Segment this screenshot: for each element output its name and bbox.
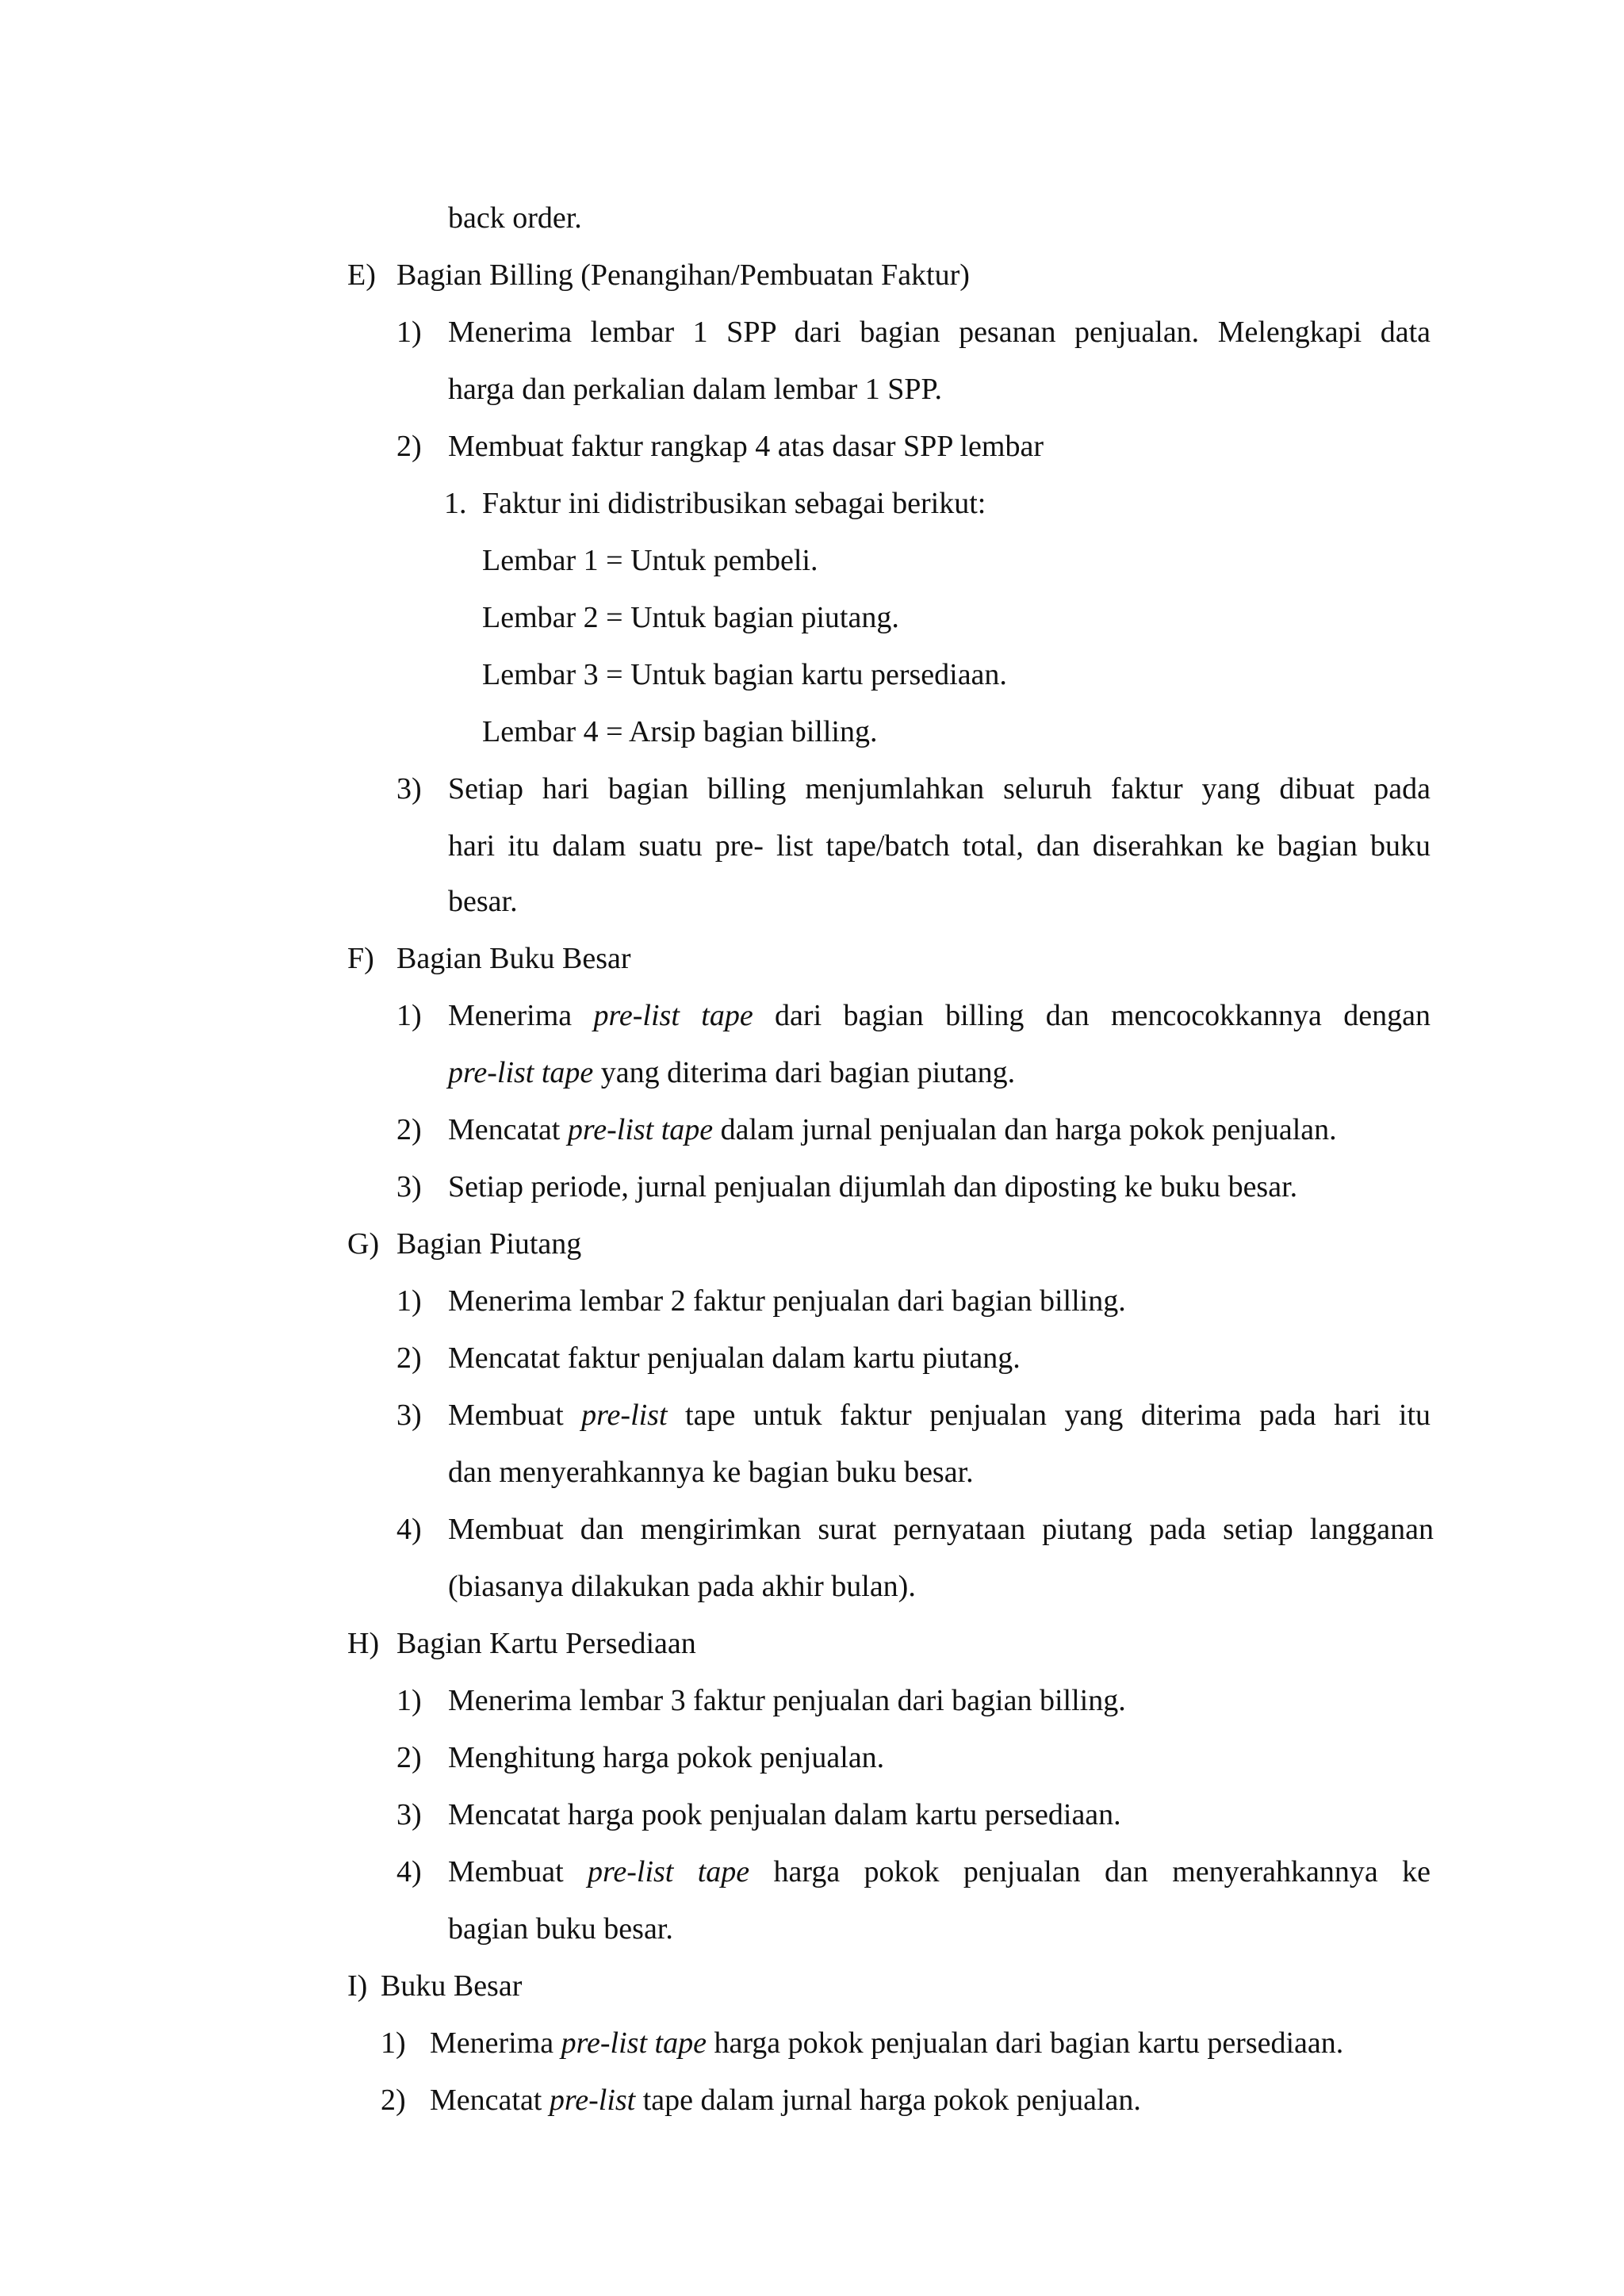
list-item [396,1857,1431,1888]
text-run: Membuat [448,1399,582,1432]
item-text [448,1115,1337,1145]
text-run: Menerima [448,999,594,1032]
line-text [448,374,942,404]
item-text [448,1001,1431,1031]
section-marker: F) [347,942,374,975]
text-run: harga dan perkalian dalam lembar 1 SPP. [448,373,942,406]
section-title [396,260,970,290]
text-run: harga pokok penjualan dan menyerahkannya ke [749,1855,1431,1888]
text-run: yang diterima dari bagian piutang. [593,1056,1016,1089]
italic-term: pre-list tape [448,1056,594,1089]
text-run: Mencatat harga pook penjualan dalam kartu persediaan. [448,1798,1121,1831]
text-run: Menerima lembar 3 faktur penjualan dari bagian billing. [448,1684,1126,1717]
item-text [448,1286,1126,1316]
item-text [448,1172,1297,1202]
text-run: Membuat [448,1855,588,1888]
text-run: Bagian Billing (Penangihan/Pembuatan Faktur) [396,258,970,292]
item-text [430,2085,1141,2115]
text-run: besar. [448,885,518,918]
item-marker: 1) [396,999,422,1032]
line-text [448,203,582,233]
text-run: Menerima lembar 2 faktur penjualan dari bagian billing. [448,1284,1126,1318]
item-text [448,317,1431,347]
text-run: Lembar 4 = Arsip bagian billing. [482,715,878,748]
line-text [448,1457,974,1487]
section-title [396,1628,696,1659]
line-text [448,886,518,916]
item-text [448,1857,1431,1887]
item-marker: 2) [396,1741,422,1774]
item-marker: 1) [381,2026,406,2060]
italic-term: pre-list tape [588,1855,750,1888]
italic-term: pre-list tape [561,2026,707,2060]
text-run: hari itu dalam suatu pre- list tape/batch total, dan diserahkan ke bagian buku [448,829,1431,863]
line-text [448,1571,916,1601]
text-run: Menerima lembar 1 SPP dari bagian pesanan penjualan. Melengkapi data [448,316,1431,349]
item-marker: 2) [396,1113,422,1146]
list-item [396,1514,1434,1546]
text-run: Mencatat faktur penjualan dalam kartu piutang. [448,1341,1021,1375]
line-text [448,1914,673,1944]
section-title [381,1971,522,2001]
item-marker: 1) [396,1284,422,1318]
item-marker: 2) [381,2084,406,2117]
text-run: Bagian Kartu Persediaan [396,1627,696,1660]
item-text [448,1514,1434,1544]
text-run: Setiap hari bagian billing menjumlahkan seluruh faktur yang dibuat pada [448,772,1431,806]
item-marker: 2) [396,430,422,463]
item-text [430,2028,1343,2058]
text-run: tape dalam jurnal harga pokok penjualan. [635,2084,1141,2117]
text-run: dan menyerahkannya ke bagian buku besar. [448,1456,974,1489]
item-marker: 1) [396,316,422,349]
item-text [448,431,1044,461]
line-text [482,660,1007,690]
item-text [448,1686,1126,1716]
text-run: dalam jurnal penjualan dan harga pokok penjualan. [713,1113,1337,1146]
line-text [448,1058,1015,1088]
line-text [482,545,818,576]
line-text [482,717,877,747]
item-marker: 2) [396,1341,422,1375]
item-marker: 3) [396,1798,422,1831]
text-run: (biasanya dilakukan pada akhir bulan). [448,1570,916,1603]
item-marker: 1. [444,487,467,520]
section-marker: E) [347,258,376,292]
section-marker: H) [347,1627,380,1660]
section-title [396,1229,581,1259]
italic-term: pre-list [581,1399,668,1432]
section-marker: G) [347,1227,380,1261]
text-run: Bagian Piutang [396,1227,582,1261]
text-run: Setiap periode, jurnal penjualan dijumlah dan diposting ke buku besar. [448,1170,1298,1203]
text-run: Menerima [430,2026,561,2060]
text-run: Membuat faktur rangkap 4 atas dasar SPP lembar [448,430,1044,463]
list-item [396,1400,1431,1432]
text-run: Menghitung harga pokok penjualan. [448,1741,885,1774]
italic-term: pre-list [549,2084,636,2117]
item-text [448,1400,1431,1430]
text-run: Lembar 2 = Untuk bagian piutang. [482,601,899,634]
item-marker: 3) [396,1399,422,1432]
item-marker: 3) [396,772,422,806]
item-marker: 4) [396,1855,422,1888]
item-text [448,1743,884,1773]
text-run: tape untuk faktur penjualan yang diterima pada hari itu [667,1399,1431,1432]
text-run: harga pokok penjualan dari bagian kartu persediaan. [706,2026,1344,2060]
item-text [448,774,1431,804]
text-line [448,831,1431,863]
text-run: Membuat dan mengirimkan surat pernyataan piutang pada setiap langganan [448,1513,1434,1546]
italic-term: pre-list tape [567,1113,714,1146]
text-run: bagian buku besar. [448,1912,673,1946]
item-text [448,1343,1021,1373]
item-text [482,488,986,519]
text-run: dari bagian billing dan mencocokkannya dengan [753,999,1431,1032]
text-run: Mencatat [448,1113,568,1146]
text-run: back order. [448,201,582,235]
text-run: Buku Besar [381,1969,523,2003]
line-text [448,831,1431,861]
text-run: Bagian Buku Besar [396,942,631,975]
text-run: Lembar 1 = Untuk pembeli. [482,544,818,577]
italic-term: pre-list tape [593,999,753,1032]
section-title [396,943,631,974]
text-run: Faktur ini didistribusikan sebagai berikut: [482,487,986,520]
list-item [396,317,1431,349]
item-marker: 3) [396,1170,422,1203]
text-run: Mencatat [430,2084,550,2117]
item-text [448,1800,1121,1830]
item-marker: 4) [396,1513,422,1546]
list-item [396,1001,1431,1032]
line-text [482,603,899,633]
section-marker: I) [347,1969,368,2003]
text-run: Lembar 3 = Untuk bagian kartu persediaan. [482,658,1007,691]
list-item [396,774,1431,806]
item-marker: 1) [396,1684,422,1717]
